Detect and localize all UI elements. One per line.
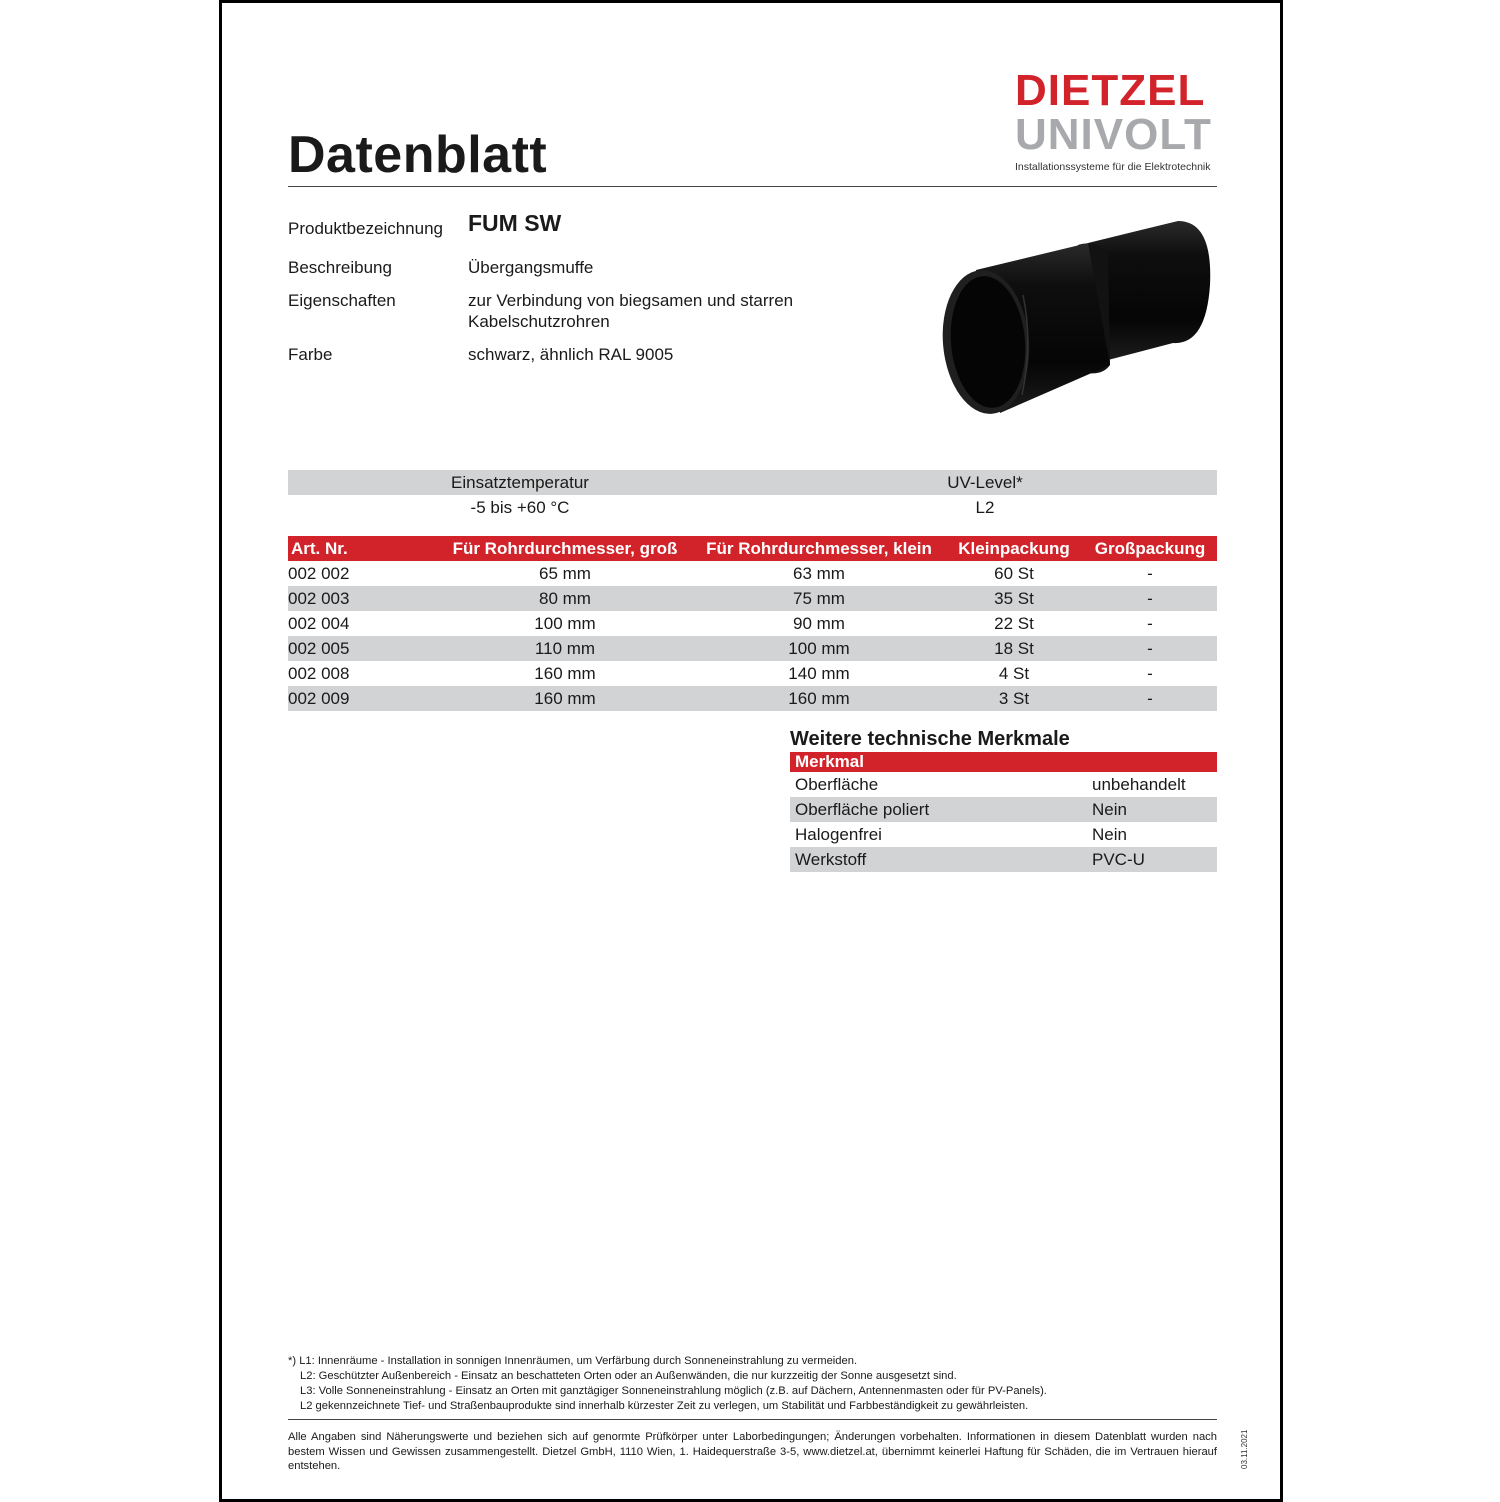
datasheet-page: [219, 0, 1283, 1502]
footnote-l3: L3: Volle Sonneneinstrahlung - Einsatz an Orten mit ganztägiger Sonneneinstrahlung möglich (z.B. auf Dächern, Antennenmasten oder für PV-Panels).: [300, 1385, 1047, 1397]
diameter-large-cell: 160 mm: [534, 664, 596, 683]
small-pack-cell: 35 St: [994, 589, 1034, 608]
diameter-small-cell: 90 mm: [793, 614, 845, 633]
uv-level-header: UV-Level*: [947, 473, 1023, 492]
features-title: Weitere technische Merkmale: [790, 728, 1070, 750]
small-pack-cell: 4 St: [998, 664, 1030, 683]
feature-value-cell: PVC-U: [1092, 850, 1145, 869]
product-image: [938, 215, 1213, 420]
col-small-pack: Kleinpackung: [958, 539, 1070, 558]
table-row: [288, 586, 1217, 611]
small-pack-cell: 60 St: [994, 564, 1034, 583]
description-label: Beschreibung: [288, 258, 392, 277]
diameter-large-cell: 160 mm: [534, 689, 596, 708]
feature-value-cell: unbehandelt: [1092, 775, 1186, 794]
diameter-large-cell: 100 mm: [534, 614, 596, 633]
conditions-header-row: [288, 470, 1217, 495]
logo-tagline: Installationssysteme für die Elektrotechnik: [1015, 161, 1211, 173]
logo-dietzel: DIETZEL: [1015, 66, 1206, 115]
properties-line-2: Kabelschutzrohren: [468, 312, 610, 331]
table-row: [288, 636, 1217, 661]
footnote-l2: L2: Geschützter Außenbereich - Einsatz an beschatteten Orten oder an Außenwänden, die nur kurzzeitig der Sonne ausgesetzt sind.: [300, 1370, 957, 1382]
col-diameter-small: Für Rohrdurchmesser, klein: [706, 539, 932, 558]
small-pack-cell: 18 St: [994, 639, 1034, 658]
diameter-small-cell: 63 mm: [793, 564, 845, 583]
color-label: Farbe: [288, 345, 333, 364]
large-pack-cell: -: [1147, 589, 1153, 608]
feature-name-cell: Halogenfrei: [795, 825, 882, 844]
uv-level-value: L2: [975, 498, 995, 517]
feature-name-cell: Werkstoff: [795, 850, 867, 869]
feature-name-cell: Oberfläche poliert: [795, 800, 930, 819]
art-nr-cell: 002 008: [288, 664, 350, 683]
features-header-row: [790, 752, 1217, 772]
table-row: [790, 847, 1217, 872]
temperature-value: -5 bis +60 °C: [470, 498, 570, 517]
art-nr-cell: 002 002: [288, 564, 350, 583]
table-row: [790, 797, 1217, 822]
art-nr-cell: 002 003: [288, 589, 350, 608]
page-title: Datenblatt: [288, 126, 548, 184]
document-date: 03.11.2021: [1240, 1429, 1249, 1469]
description-value: Übergangsmuffe: [468, 258, 594, 277]
color-value: schwarz, ähnlich RAL 9005: [468, 345, 674, 364]
diameter-small-cell: 75 mm: [793, 589, 845, 608]
properties-value: [468, 290, 793, 332]
small-pack-cell: 22 St: [994, 614, 1034, 633]
col-diameter-large: Für Rohrdurchmesser, groß: [452, 539, 678, 558]
temperature-header: Einsatztemperatur: [451, 473, 589, 492]
table-row: [288, 661, 1217, 686]
diameter-large-cell: 65 mm: [539, 564, 591, 583]
large-pack-cell: -: [1147, 564, 1153, 583]
large-pack-cell: -: [1147, 639, 1153, 658]
art-nr-cell: 002 005: [288, 639, 350, 658]
small-pack-cell: 3 St: [998, 689, 1030, 708]
col-art-nr: Art. Nr.: [291, 539, 348, 558]
footnote-l4: L2 gekennzeichnete Tief- und Straßenbauprodukte sind innerhalb kürzester Zeit zu verlegen, um Stabilität und Farbbeständigkeit zu gewährleisten.: [300, 1400, 1029, 1412]
product-name-label: Produktbezeichnung: [288, 219, 444, 238]
large-pack-cell: -: [1147, 664, 1153, 683]
diameter-large-cell: 110 mm: [534, 639, 596, 658]
col-merkmal: Merkmal: [795, 752, 864, 771]
feature-value-cell: Nein: [1092, 800, 1127, 819]
feature-value-cell: Nein: [1092, 825, 1127, 844]
feature-name-cell: Oberfläche: [795, 775, 879, 794]
col-large-pack: Großpackung: [1094, 539, 1206, 558]
art-nr-cell: 002 009: [288, 689, 350, 708]
articles-header-row: [288, 536, 1217, 561]
large-pack-cell: -: [1147, 689, 1153, 708]
diameter-small-cell: 160 mm: [788, 689, 850, 708]
art-nr-cell: 002 004: [288, 614, 350, 633]
properties-line-1: zur Verbindung von biegsamen und starren: [468, 291, 794, 310]
product-name: FUM SW: [468, 210, 562, 236]
table-row: [288, 686, 1217, 711]
diameter-small-cell: 100 mm: [788, 639, 850, 658]
footnote-l1: *) L1: Innenräume - Installation in sonnigen Innenräumen, um Verfärbung durch Sonneneinstrahlung zu vermeiden.: [288, 1355, 858, 1367]
table-row: [790, 822, 1217, 847]
header-divider: [288, 186, 1217, 187]
legal-disclaimer: Alle Angaben sind Näherungswerte und beziehen sich auf genormte Prüfkörper unter Laborbedingungen; Änderungen vorbehalten. Informationen in diesem Datenblatt wurden nach bestem Wissen und Gewissen zusammengestellt. Dietzel GmbH, 1110 Wien, 1. Haidequerstraße 3-5, www.dietzel.at, übernimmt keinerlei Haftung für Schäden, die im Vertrauen hierauf entstehen.: [288, 1431, 1217, 1472]
table-row: [288, 561, 1217, 586]
table-row: [288, 611, 1217, 636]
logo-univolt: UNIVOLT: [1015, 110, 1212, 159]
diameter-large-cell: 80 mm: [539, 589, 591, 608]
diameter-small-cell: 140 mm: [788, 664, 850, 683]
company-logo: [1015, 66, 1220, 173]
footer-divider: [288, 1419, 1217, 1420]
conditions-value-row: [288, 495, 1217, 520]
large-pack-cell: -: [1147, 614, 1153, 633]
table-row: [790, 772, 1217, 797]
properties-label: Eigenschaften: [288, 291, 396, 310]
